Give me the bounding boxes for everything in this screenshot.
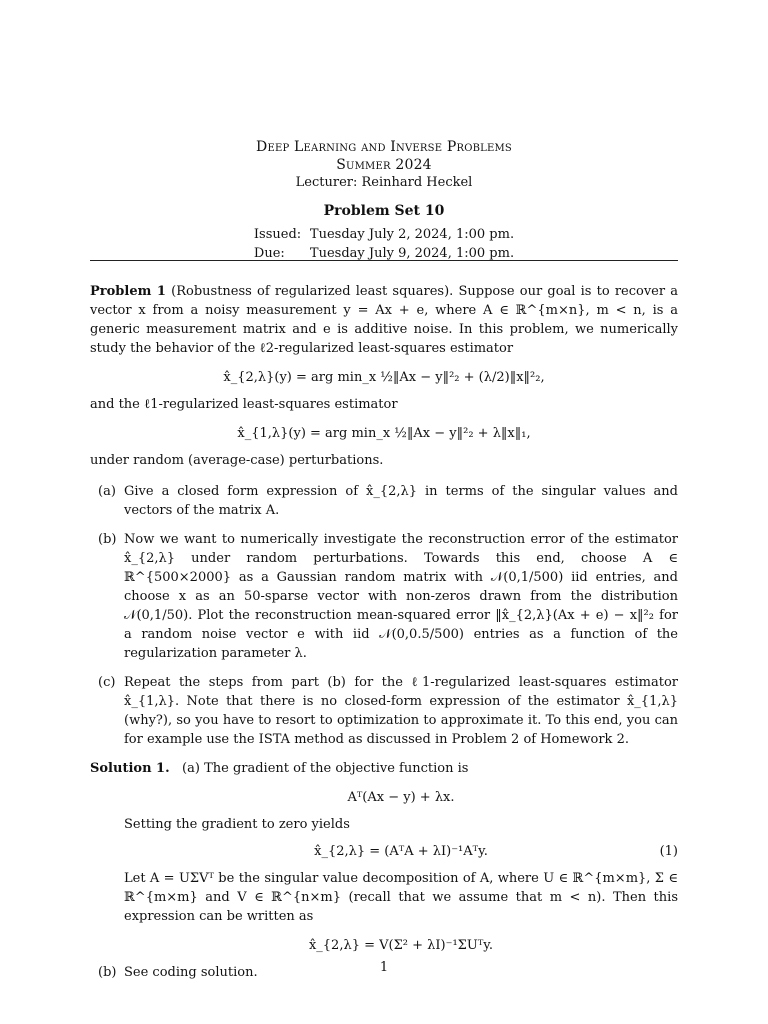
problem-subtitle: (Robustness of regularized least squares). — [171, 284, 454, 299]
dates-block — [254, 225, 514, 263]
part-c-text: Repeat the steps from part (b) for the ℓ1-regularized least-squares estimator x̂_{1,λ}. Note that there is no closed-form expression of the estimator x̂_{1,λ} (why?), so you have to resort to optimization to approximate it. To this end, you can for example use the ISTA method as discussed in Problem 2 of Homework 2. — [124, 675, 678, 747]
part-a-text: Give a closed form expression of x̂_{2,λ} in terms of the singular values and vectors of the matrix A. — [124, 484, 678, 518]
problem-after-text: under random (average-case) perturbations. — [90, 453, 384, 468]
problem-intro — [90, 282, 678, 358]
part-b-text: Now we want to numerically investigate the reconstruction error of the estimator x̂_{2,λ} under random perturbations. Towards this end, choose A ∈ ℝ^{500×2000} as a Gaussian random matrix with 𝒩(0,1/500) iid entries, and choose x as an 50-sparse vector with non-zeros drawn from the distribution 𝒩(0,1/50). Plot the reconstruction mean-squared error ‖x̂_{2,λ}(Ax + e) − x‖²₂ for a random noise vector e with iid 𝒩(0,0.5/500) entries as a function of the regularization parameter λ. — [124, 532, 678, 661]
part-a — [90, 482, 678, 520]
document-header — [0, 138, 768, 263]
solution-body — [90, 788, 678, 955]
lecturer: Lecturer: Reinhard Heckel — [295, 175, 473, 190]
equation-l1-estimator: x̂_{1,λ}(y) = arg min_x ½‖Ax − y‖²₂ + λ‖x‖₁, — [237, 426, 531, 441]
equation-l2-estimator: x̂_{2,λ}(y) = arg min_x ½‖Ax − y‖²₂ + (λ/2)‖x‖²₂, — [223, 370, 545, 385]
solution-b-text: See coding solution. — [124, 965, 258, 980]
equation-1-body: x̂_{2,λ} = (AᵀA + λI)⁻¹Aᵀy. — [314, 844, 488, 859]
equation-1 — [124, 842, 678, 861]
due-label: Due: — [253, 246, 285, 261]
due-value: Tuesday July 9, 2024, 1:00 pm. — [309, 246, 515, 261]
problem-intro-text: Suppose our goal is to recover a vector x from a noisy measurement y = Ax + e, where A ∈ ℝ^{m×n}, m < n, is a generic measurement matrix and e is additive noise. In this problem, we numerically study the behavior of the ℓ2-regularized least-squares estimator — [90, 284, 679, 356]
issued-label: Issued: — [253, 227, 302, 242]
part-b — [90, 530, 678, 663]
solution-text-2: Setting the gradient to zero yields — [124, 817, 350, 832]
part-a-label: (a) — [98, 484, 116, 499]
problem-parts — [90, 482, 678, 749]
part-c-label: (c) — [98, 675, 116, 690]
problem-between-text: and the ℓ1-regularized least-squares estimator — [90, 397, 398, 412]
issued-row — [254, 225, 514, 244]
problem-heading: Problem 1 — [90, 284, 166, 299]
term: Summer 2024 — [336, 157, 432, 173]
solution-b-label: (b) — [98, 965, 117, 980]
equation-gradient: Aᵀ(Ax − y) + λx. — [347, 790, 455, 805]
solution-a-label: (a) — [182, 761, 200, 776]
equation-1-number: (1) — [659, 844, 678, 859]
header-rule — [90, 260, 678, 261]
equation-svd: x̂_{2,λ} = V(Σ² + λI)⁻¹ΣUᵀy. — [308, 938, 494, 953]
issued-value: Tuesday July 2, 2024, 1:00 pm. — [309, 227, 515, 242]
part-b-label: (b) — [98, 532, 117, 547]
solution-heading: Solution 1. — [90, 761, 170, 776]
part-c — [90, 673, 678, 749]
document-body — [90, 282, 678, 992]
solution-text-3: Let A = UΣVᵀ be the singular value decomposition of A, where U ∈ ℝ^{m×m}, Σ ∈ ℝ^{m×m} and V ∈ ℝ^{n×m} (recall that we assume that m < n). Then this expression can be written as — [124, 871, 678, 924]
solution-heading-line — [90, 759, 678, 778]
solution-a-text: The gradient of the objective function is — [204, 761, 469, 776]
course-title: Deep Learning and Inverse Problems — [256, 139, 512, 155]
page-number: 1 — [379, 960, 389, 975]
problem-set-title: Problem Set 10 — [323, 203, 445, 219]
